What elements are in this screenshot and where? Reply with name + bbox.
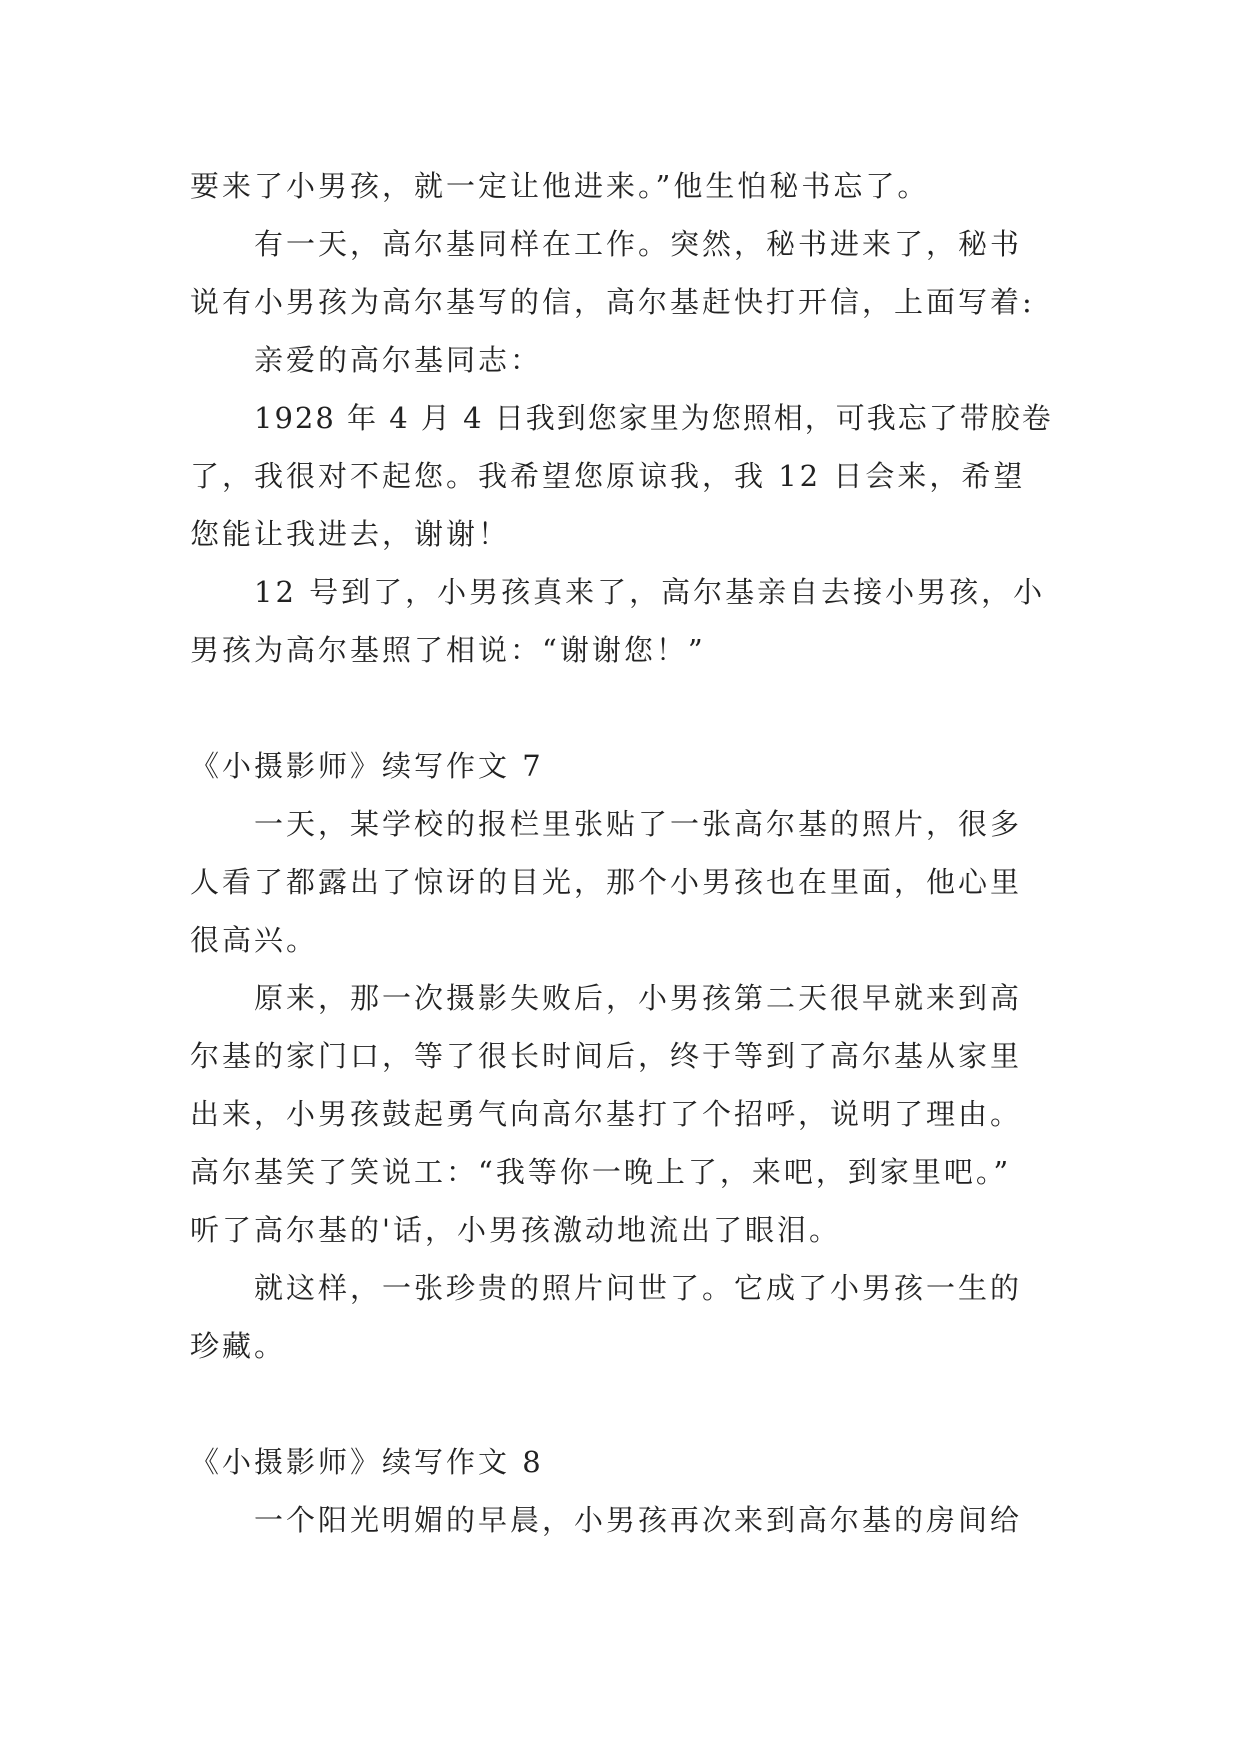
paragraph-line: 有一天，高尔基同样在工作。突然，秘书进来了，秘书 — [254, 227, 1023, 261]
paragraph-line: 要来了小男孩，就一定让他进来。”他生怕秘书忘了。 — [190, 169, 930, 203]
paragraph-line: 就这样，一张珍贵的照片问世了。它成了小男孩一生的 — [254, 1271, 1023, 1305]
paragraph-line: 人看了都露出了惊讶的目光，那个小男孩也在里面，他心里 — [190, 865, 1023, 899]
paragraph-line: 原来，那一次摄影失败后，小男孩第二天很早就来到高 — [254, 981, 1023, 1015]
paragraph-line: 男孩为高尔基照了相说：“谢谢您！” — [190, 633, 706, 667]
section-gap — [190, 1375, 1060, 1433]
paragraph-line: 珍藏。 — [190, 1329, 287, 1363]
paragraph-line: 听了高尔基的'话，小男孩激动地流出了眼泪。 — [190, 1213, 841, 1247]
paragraph-line: 了，我很对不起您。我希望您原谅我，我 12 日会来，希望 — [190, 459, 1026, 493]
paragraph-line: 1928 年 4 月 4 日我到您家里为您照相，可我忘了带胶卷 — [254, 401, 1053, 435]
paragraph-line: 您能让我进去，谢谢！ — [190, 517, 511, 551]
paragraph-line: 高尔基笑了笑说工：“我等你一晚上了，来吧，到家里吧。” — [190, 1155, 1012, 1189]
document-body — [190, 157, 1060, 1549]
section-heading: 《小摄影师》续写作文 7 — [190, 749, 544, 783]
paragraph-line: 尔基的家门口，等了很长时间后，终于等到了高尔基从家里 — [190, 1039, 1023, 1073]
paragraph-line: 一个阳光明媚的早晨，小男孩再次来到高尔基的房间给 — [254, 1503, 1023, 1537]
section-gap — [190, 679, 1060, 737]
paragraph-line: 一天，某学校的报栏里张贴了一张高尔基的照片，很多 — [254, 807, 1023, 841]
letter-salutation: 亲爱的高尔基同志： — [254, 343, 543, 377]
section-heading: 《小摄影师》续写作文 8 — [190, 1445, 544, 1479]
paragraph-line: 说有小男孩为高尔基写的信，高尔基赶快打开信，上面写着: — [190, 285, 1035, 319]
paragraph-line: 12 号到了，小男孩真来了，高尔基亲自去接小男孩，小 — [254, 575, 1046, 609]
paragraph-line: 出来，小男孩鼓起勇气向高尔基打了个招呼，说明了理由。 — [190, 1097, 1023, 1131]
paragraph-line: 很高兴。 — [190, 923, 319, 957]
